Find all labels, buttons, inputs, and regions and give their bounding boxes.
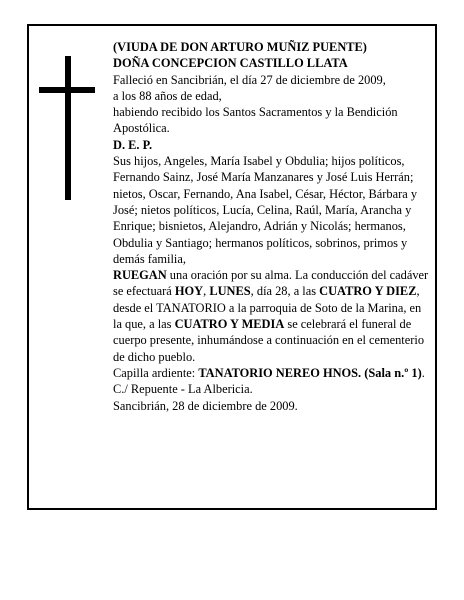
chapel-text: Capilla ardiente: TANATORIO NEREO HNOS. (Sala n.º 1). C./ Repuente - La Albericia. — [113, 365, 425, 397]
death-line-2: a los 88 años de edad, — [113, 88, 222, 103]
death-line-1: Falleció en Sancibrián, el día 27 de diciembre de 2009, — [113, 72, 386, 87]
heading-deceased-name: DOÑA CONCEPCION CASTILLO LLATA — [113, 56, 348, 71]
obituary-text — [113, 39, 431, 414]
request-text: RUEGAN una oración por su alma. La conducción del cadáver se efectuará HOY, LUNES, día 28, a las CUATRO Y DIEZ, desde el TANATORIO a la parroquia de Soto de la Marina, en la que, a las CUATRO Y MEDIA se celebrará el funeral de cuerpo presente, inhumándose a continuación en el cementerio de dicho pueblo. — [113, 268, 429, 364]
heading-widow-of: (VIUDA DE DON ARTURO MUÑIZ PUENTE) — [113, 40, 367, 54]
date-text: Sancibrián, 28 de diciembre de 2009. — [113, 398, 298, 413]
obituary-frame — [27, 24, 437, 510]
family-text: Sus hijos, Angeles, María Isabel y Obdulia; hijos políticos, Fernando Sainz, José María Manzanares y José Luis Herrán; nietos, Oscar, Fernando, Ana Isabel, César, Héctor, Bárbara y José; nietos políticos, Lucía, Celina, Raúl, María, Arancha y Enrique; bisnietos, Alejandro, Adrián y Nicolás; hermanos, Obdulia y Santiago; hermanos políticos, sobrinos, primos y demás familia, — [113, 154, 418, 266]
sacraments-text: habiendo recibido los Santos Sacramentos y la Bendición Apostólica. — [113, 105, 398, 136]
dep-text: D. E. P. — [113, 137, 153, 152]
